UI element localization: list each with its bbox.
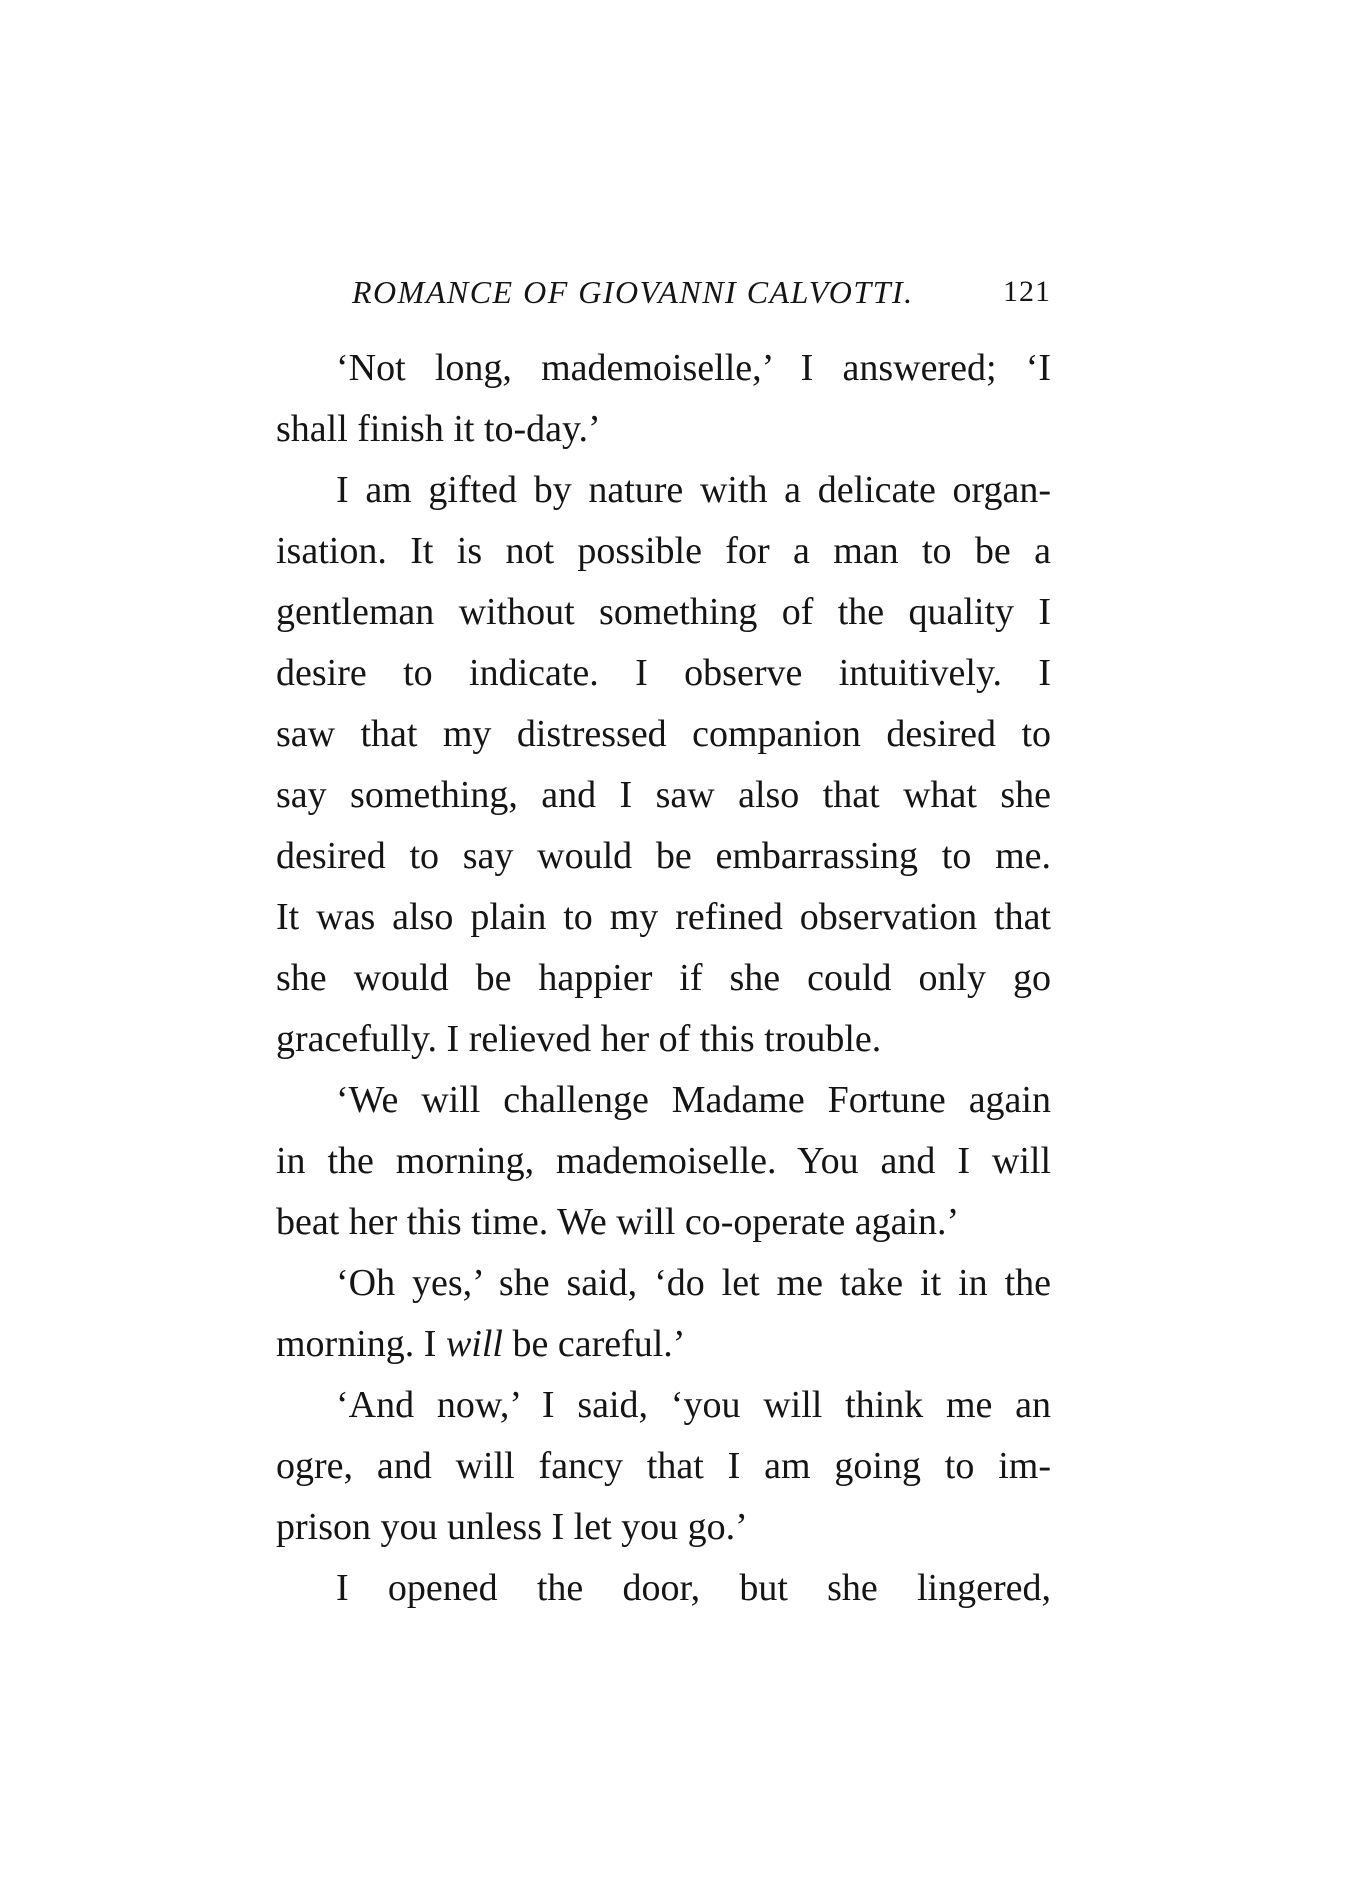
running-head xyxy=(276,270,1051,314)
text-line: prison you unless I let you go.’ xyxy=(276,1506,748,1548)
text-line: ‘We will challenge Madame Fortune again xyxy=(336,1079,1051,1121)
text-line: It was also plain to my refined observation that xyxy=(276,896,1051,938)
text-line: morning. I will be careful.’ xyxy=(276,1323,686,1365)
text-line: ‘And now,’ I said, ‘you will think me an xyxy=(336,1384,1051,1426)
text-line: ogre, and will fancy that I am going to im- xyxy=(276,1445,1051,1487)
text-line: desire to indicate. I observe intuitively. I xyxy=(276,652,1051,694)
text-line: I am gifted by nature with a delicate organ- xyxy=(336,469,1051,511)
text-line: I opened the door, but she lingered, xyxy=(336,1567,1051,1609)
text-line: shall finish it to-day.’ xyxy=(276,408,601,450)
text-line: ‘Oh yes,’ she said, ‘do let me take it in the xyxy=(336,1262,1051,1304)
text-line: ‘Not long, mademoiselle,’ I answered; ‘I xyxy=(336,347,1051,389)
text-line: gentleman without something of the quality I xyxy=(276,591,1051,633)
text-line: isation. It is not possible for a man to be a xyxy=(276,530,1051,572)
text-line: in the morning, mademoiselle. You and I will xyxy=(276,1140,1051,1182)
body-text xyxy=(276,338,1051,1619)
italic-word: will xyxy=(445,1323,503,1365)
text-line: saw that my distressed companion desired to xyxy=(276,713,1051,755)
running-title: ROMANCE OF GIOVANNI CALVOTTI. xyxy=(352,274,914,310)
text-line: beat her this time. We will co-operate again.’ xyxy=(276,1201,960,1243)
page-number: 121 xyxy=(1003,275,1051,308)
text-line: say something, and I saw also that what she xyxy=(276,774,1051,816)
text-line: desired to say would be embarrassing to me. xyxy=(276,835,1051,877)
text-line: she would be happier if she could only go xyxy=(276,957,1051,999)
text-line: gracefully. I relieved her of this trouble. xyxy=(276,1018,882,1060)
